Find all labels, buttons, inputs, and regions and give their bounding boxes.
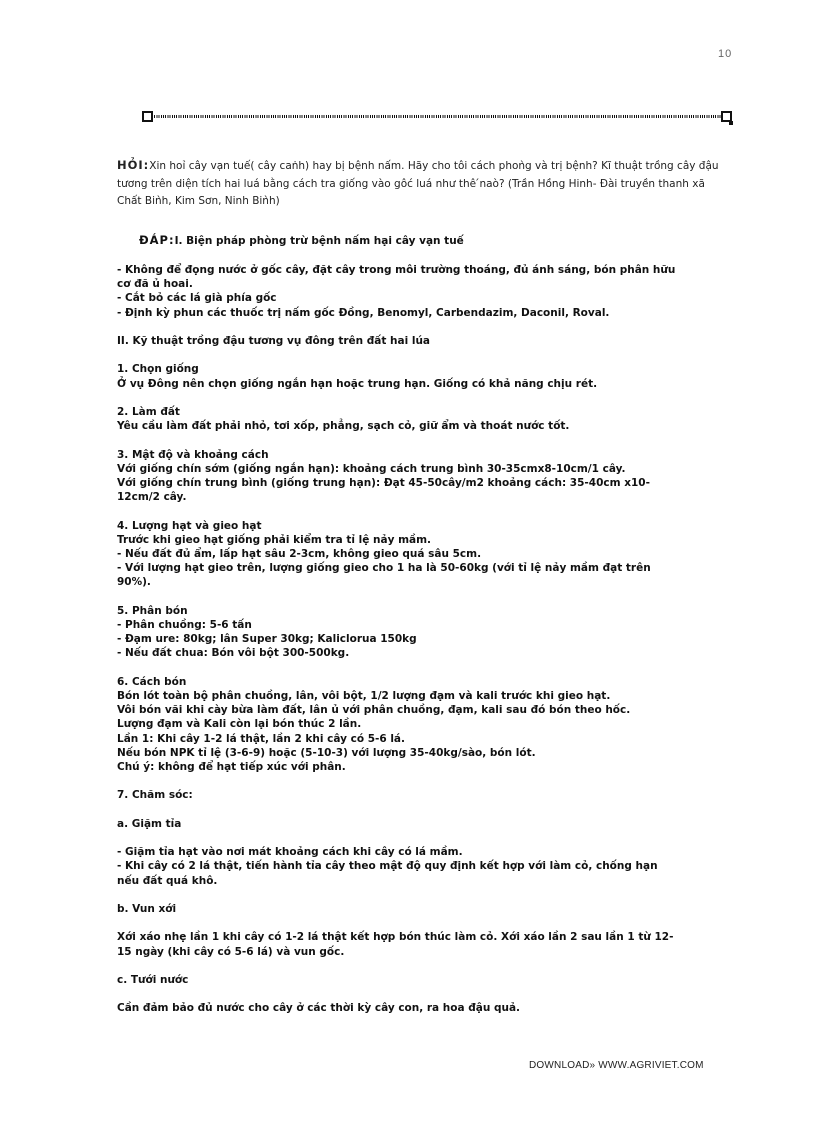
body-line: II. Kỹ thuật trồng đậu tương vụ đông trên đất hai lúa <box>117 335 431 347</box>
question-text: Xin hoỉ cây vạn tuế( cây caṅh) hay bị bệnh nấm. Hãy cho tôi cách phoǹg và trị bệnh? Kĩ thuật trồng cây đậu tương trên diện tích hai luá bằng cách tra giống vào gôć luá như thê ́naò? (Trần Hồng Hinh- Đài truyền thanh xã Chất Biǹh, Kim Sơn, Ninh Biǹh) <box>117 160 719 207</box>
body-line: Vôi bón vãi khi cày bừa làm đất, lân ủ với phân chuồng, đạm, kali sau đó bón theo hốc. <box>117 704 631 717</box>
body-line: - Định kỳ phun các thuốc trị nấm gốc Đồng, Benomyl, Carbendazim, Daconil, Roval. <box>117 306 610 319</box>
body-line: Trước khi gieo hạt giống phải kiểm tra tỉ lệ nảy mầm. <box>117 533 432 546</box>
body-line: 1. Chọn giống <box>117 363 199 376</box>
answer-title: I. Biện pháp phòng trừ bệnh nấm hại cây vạn tuế <box>174 235 464 247</box>
footer-download-link: DOWNLOAD» WWW.AGRIVIET.COM <box>529 1060 704 1071</box>
body-line: 3. Mật độ và khoảng cách <box>117 448 269 461</box>
body-line: 2. Làm đất <box>117 405 180 418</box>
divider-rule <box>152 115 722 118</box>
body-line: cơ đã ủ hoai. <box>117 278 193 291</box>
body-line: 5. Phân bón <box>117 604 188 617</box>
body-line: Với giống chín sớm (giống ngắn hạn): khoảng cách trung bình 30-35cmx8-10cm/1 cây. <box>117 462 626 475</box>
answer-label: ĐÁP: <box>139 233 175 247</box>
body-line: Bón lót toàn bộ phân chuồng, lân, vôi bột, 1/2 lượng đạm và kali trước khi gieo hạt. <box>117 689 611 702</box>
body-line: Nếu bón NPK tỉ lệ (3-6-9) hoặc (5-10-3) với lượng 35-40kg/sào, bón lót. <box>117 746 536 759</box>
body-line: - Không để đọng nước ở gốc cây, đặt cây trong môi trường thoáng, đủ ánh sáng, bón phân hữu <box>117 264 676 276</box>
body-line: Ở vụ Đông nên chọn giống ngắn hạn hoặc trung hạn. Giống có khả năng chịu rét. <box>117 377 598 390</box>
body-line: Lần 1: Khi cây 1-2 lá thật, lần 2 khi cây có 5-6 lá. <box>117 732 405 745</box>
body-line: - Đạm ure: 80kg; lân Super 30kg; Kaliclorua 150kg <box>117 633 417 646</box>
body-line: - Với lượng hạt gieo trên, lượng giống gieo cho 1 ha là 50-60kg (với tỉ lệ nảy mầm đạt trên <box>117 562 651 575</box>
page-number: 10 <box>718 48 733 60</box>
divider-right-square <box>721 111 732 122</box>
body-line: nếu đất quá khô. <box>117 874 218 887</box>
body-line: Lượng đạm và Kali còn lại bón thúc 2 lần. <box>117 718 362 731</box>
body-line: 12cm/2 cây. <box>117 491 187 504</box>
body-line: b. Vun xới <box>117 902 177 915</box>
body-line: - Nếu đất chua: Bón vôi bột 300-500kg. <box>117 647 350 660</box>
question-label: HỎI: <box>117 158 150 172</box>
body-line: 90%). <box>117 576 151 589</box>
body-line: Yêu cầu làm đất phải nhỏ, tơi xốp, phẳng, sạch cỏ, giữ ẩm và thoát nước tốt. <box>117 420 570 433</box>
body-line: 7. Chăm sóc: <box>117 789 193 802</box>
body-line: Với giống chín trung bình (giống trung hạn): Đạt 45-50cây/m2 khoảng cách: 35-40cm x10- <box>117 476 650 489</box>
body-line: - Phân chuồng: 5-6 tấn <box>117 618 252 631</box>
body-line: a. Giặm tỉa <box>117 817 182 830</box>
body-line: Chú ý: không để hạt tiếp xúc với phân. <box>117 761 346 773</box>
body-line: Cần đảm bảo đủ nước cho cây ở các thời kỳ cây con, ra hoa đậu quả. <box>117 1002 521 1015</box>
body-line: 6. Cách bón <box>117 675 187 688</box>
body-line: - Giặm tỉa hạt vào nơi mát khoảng cách khi cây có lá mầm. <box>117 846 463 859</box>
body-line: - Nếu đất đủ ẩm, lấp hạt sâu 2-3cm, không gieo quá sâu 5cm. <box>117 547 482 560</box>
body-line: Xới xáo nhẹ lần 1 khi cây có 1-2 lá thật kết hợp bón thúc làm cỏ. Xới xáo lần 2 sau lần 1 từ 12- <box>117 931 674 944</box>
answer-heading <box>139 232 729 250</box>
body-line: 4. Lượng hạt và gieo hạt <box>117 519 262 532</box>
question-paragraph <box>117 157 727 211</box>
body-line: 15 ngày (khi cây có 5-6 lá) và vun gốc. <box>117 945 345 958</box>
section-divider <box>142 110 732 126</box>
answer-body <box>117 263 727 1016</box>
body-line: - Khi cây có 2 lá thật, tiến hành tỉa cây theo mật độ quy định kết hợp với làm cỏ, chống hạn <box>117 860 658 873</box>
body-line: - Cắt bỏ các lá già phía gốc <box>117 292 277 305</box>
body-line: c. Tưới nước <box>117 973 189 986</box>
